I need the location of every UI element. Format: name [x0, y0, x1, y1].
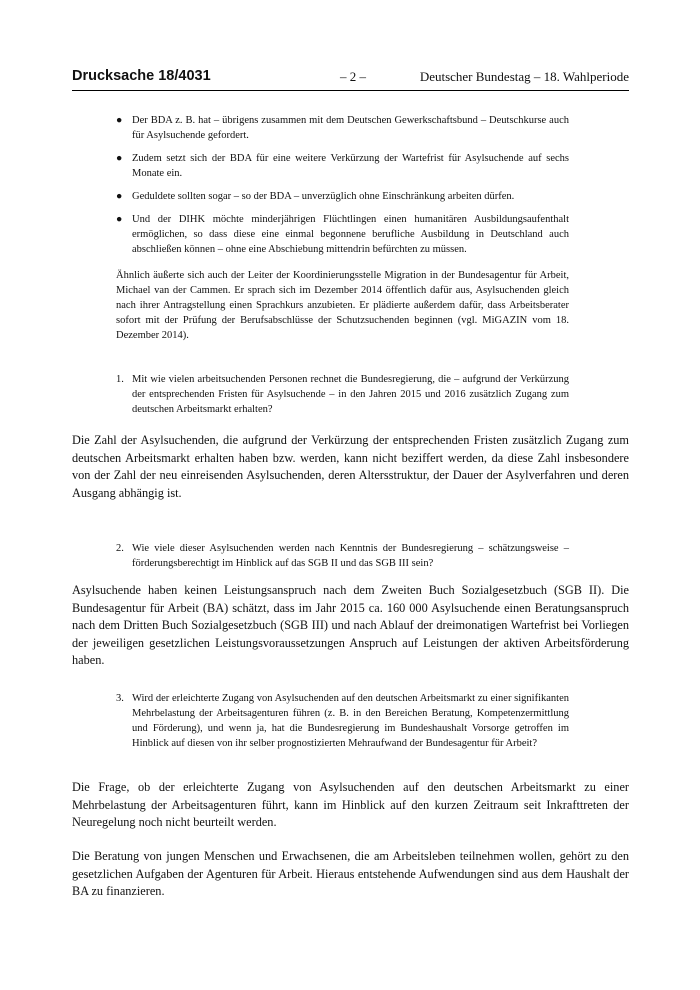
- list-item: [116, 212, 569, 257]
- bullet-icon: ●: [116, 115, 123, 126]
- question-3: [116, 691, 569, 751]
- bullet-text: Der BDA z. B. hat – übrigens zusammen mit dem Deutschen Gewerkschaftsbund – Deutschkurse auch für Asylsuchende gefordert.: [132, 115, 569, 141]
- bullet-text: Und der DIHK möchte minderjährigen Flüchtlingen einen humanitären Ausbildungsaufenthalt ermöglichen, so dass diese eine einmal begonnene berufliche Ausbildung in Deutschland auch abschließen können – ohne eine Abschiebung mittendrin befürchten zu müssen.: [132, 214, 569, 255]
- bullet-icon: ●: [116, 214, 123, 225]
- list-item: [116, 189, 569, 204]
- answer-3-paragraph-2: Die Beratung von jungen Menschen und Erwachsenen, die am Arbeitsleben teilnehmen wollen, gehört zu den gesetzlichen Aufgaben der Agenturen für Arbeit. Hieraus entstehende Aufwendungen sind aus dem Haushalt der BA zu finanzieren.: [72, 849, 629, 898]
- question-2: [116, 541, 569, 571]
- bullet-icon: ●: [116, 153, 123, 164]
- question-text: Mit wie vielen arbeitsuchenden Personen rechnet die Bundesregierung, die – aufgrund der Verkürzung der entsprechenden Fristen für Asylsuchende – in den Jahren 2015 und 2016 zusätzlich Zugang zum deutschen Arbeitsmarkt erhalten?: [132, 374, 569, 415]
- answer-2: Asylsuchende haben keinen Leistungsanspruch nach dem Zweiten Buch Sozialgesetzbuch (SGB II). Die Bundesagentur für Arbeit (BA) schätzt, dass im Jahr 2015 ca. 160 000 Asylsuchende einen Beratungsanspruch nach dem Dritten Buch Sozialgesetzbuch (SGB III) und nach Ablauf der dreimonatigen Wartefrist bei Vorliegen der jeweiligen gesetzlichen Leistungsvoraussetzungen Anspruch auf Leistungen der aktiven Arbeitsförderung haben.: [72, 583, 629, 667]
- question-text: Wie viele dieser Asylsuchenden werden nach Kenntnis der Bundesregierung – schätzungsweise – förderungsberechtigt im Hinblick auf das SGB II und das SGB III sein?: [132, 543, 569, 569]
- page-header: [72, 68, 629, 91]
- document-number: [72, 68, 211, 84]
- question-text: Wird der erleichterte Zugang von Asylsuchenden auf den deutschen Arbeitsmarkt zu einer signifikanten Mehrbelastung der Arbeitsagenturen führen (z. B. in den Bereichen Beratung, Kompetenzermittlung und Förderung), und wenn ja, hat die Bundesregierung im Bundeshaushalt Vorsorge getroffen im Hinblick auf diesen von ihr selber prognostizierten Mehraufwand der Bundesagentur für Arbeit?: [132, 693, 569, 749]
- intro-paragraph: Ähnlich äußerte sich auch der Leiter der Koordinierungsstelle Migration in der Bundesagentur für Arbeit, Michael van der Cammen. Er sprach sich im Dezember 2014 öffentlich dafür aus, Asylsuchenden gleich nach ihrer Antragstellung einen Sprachkurs anzubieten. Er plädierte außerdem dafür, dass Arbeitsberater sofort mit der Prüfung der Berufsabschlüsse der Schutzsuchenden beginnen (vgl. MiGAZIN vom 18. Dezember 2014).: [116, 270, 569, 341]
- document-number-value: 4031: [178, 68, 211, 84]
- bullet-icon: ●: [116, 191, 123, 202]
- list-item: [116, 113, 569, 143]
- question-number: 1.: [116, 374, 124, 385]
- question-number: 2.: [116, 543, 124, 554]
- page-number: – 2 –: [340, 69, 366, 84]
- bullet-text: Geduldete sollten sogar – so der BDA – unverzüglich ohne Einschränkung arbeiten dürfen.: [132, 191, 515, 202]
- answer-3-paragraph-1: Die Frage, ob der erleichterte Zugang von Asylsuchenden auf den deutschen Arbeitsmarkt zu einer Mehrbelastung der Arbeitsagenturen führt, kann im Hinblick auf den kurzen Zeitraum seit Inkrafttreten der Neuregelung noch nicht beurteilt werden.: [72, 780, 629, 829]
- document-number-prefix: Drucksache 18/: [72, 68, 179, 84]
- bullet-list: [116, 113, 569, 265]
- list-item: [116, 151, 569, 181]
- answer-1: Die Zahl der Asylsuchenden, die aufgrund der Verkürzung der entsprechenden Fristen zusätzlich Zugang zum deutschen Arbeitsmarkt erhalten haben bzw. werden, kann nicht beziffert werden, da diese Zahl insbesondere von der Zahl der neu einreisenden Asylsuchenden, deren Altersstruktur, der Dauer der Asylverfahren und deren Ausgang abhängig ist.: [72, 433, 629, 500]
- parliament-term: Deutscher Bundestag – 18. Wahlperiode: [419, 69, 629, 84]
- question-1: [116, 372, 569, 417]
- bullet-text: Zudem setzt sich der BDA für eine weitere Verkürzung der Wartefrist für Asylsuchende auf sechs Monate ein.: [132, 153, 569, 179]
- question-number: 3.: [116, 693, 124, 704]
